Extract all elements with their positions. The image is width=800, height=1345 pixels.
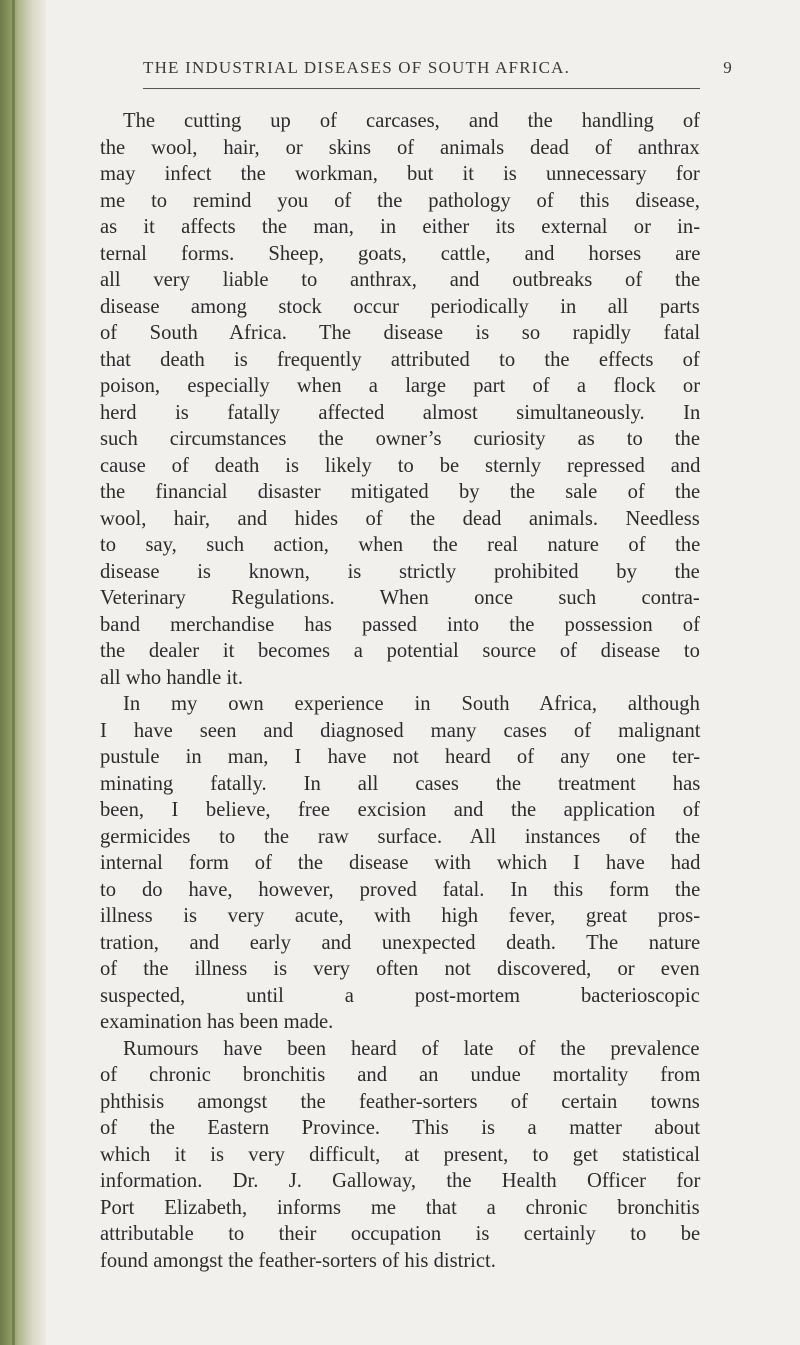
- text-line: cause of death is likely to be sternly repressed and: [100, 454, 701, 477]
- text-line: the financial disaster mitigated by the sale of the: [100, 481, 701, 503]
- text-line: been, I believe, free excision and the application of: [100, 799, 700, 821]
- spine-edge-line: [12, 0, 15, 1345]
- text-line: to say, such action, when the real nature of the: [100, 534, 701, 556]
- text-line: I have seen and diagnosed many cases of malignant: [100, 719, 701, 742]
- running-header: [143, 58, 733, 86]
- text-line: of the illness is very often not discovered, or even: [100, 958, 700, 980]
- text-line: internal form of the disease with which I have had: [100, 852, 701, 874]
- text-line: that death is frequently attributed to the effects of: [100, 348, 700, 371]
- text-line: of South Africa. The disease is so rapidly fatal: [100, 322, 701, 344]
- text-line: examination has been made.: [100, 1011, 334, 1033]
- text-line: band merchandise has passed into the possession of: [100, 613, 700, 636]
- text-line: germicides to the raw surface. All instances of the: [100, 825, 701, 848]
- text-line: phthisis amongst the feather-sorters of certain towns: [100, 1090, 700, 1113]
- text-line: found amongst the feather-sorters of his district.: [100, 1249, 496, 1272]
- text-line: pustule in man, I have not heard of any one ter-: [100, 746, 701, 768]
- text-line: which it is very difficult, at present, to get statistical: [100, 1143, 700, 1166]
- page-number: 9: [723, 58, 733, 77]
- text-line: In my own experience in South Africa, although: [123, 693, 700, 715]
- text-line: suspected, until a post-mortem bacterioscopic: [100, 984, 700, 1007]
- text-line: poison, especially when a large part of a flock or: [100, 375, 701, 397]
- text-line: disease is known, is strictly prohibited by the: [100, 560, 700, 583]
- text-line: the dealer it becomes a potential source of disease to: [100, 640, 700, 662]
- header-rule: [143, 88, 700, 89]
- text-line: all very liable to anthrax, and outbreaks of the: [100, 269, 701, 291]
- text-line: of chronic bronchitis and an undue mortality from: [100, 1064, 701, 1086]
- book-spine-shadow: [0, 0, 46, 1345]
- text-line: me to remind you of the pathology of this disease,: [100, 189, 700, 212]
- text-line: disease among stock occur periodically in all parts: [100, 295, 700, 318]
- text-line: such circumstances the owner’s curiosity as to the: [100, 428, 700, 450]
- text-line: Port Elizabeth, informs me that a chronic bronchitis: [100, 1196, 700, 1219]
- text-line: wool, hair, and hides of the dead animals. Needless: [100, 507, 700, 530]
- text-line: attributable to their occupation is certainly to be: [100, 1223, 701, 1245]
- text-line: herd is fatally affected almost simultaneously. In: [100, 401, 701, 424]
- text-line: Rumours have been heard of late of the prevalence: [123, 1037, 700, 1060]
- text-line: ternal forms. Sheep, goats, cattle, and horses are: [100, 242, 701, 265]
- text-line: Veterinary Regulations. When once such contra-: [100, 587, 700, 609]
- text-line: The cutting up of carcases, and the handling of: [123, 110, 701, 132]
- text-line: tration, and early and unexpected death. The nature: [100, 931, 701, 954]
- text-line: as it affects the man, in either its external or in-: [100, 216, 701, 238]
- text-line: all who handle it.: [100, 666, 243, 689]
- text-line: the wool, hair, or skins of animals dead of anthrax: [100, 136, 700, 159]
- text-line: of the Eastern Province. This is a matter about: [100, 1117, 701, 1139]
- text-line: minating fatally. In all cases the treatment has: [100, 772, 701, 795]
- text-line: illness is very acute, with high fever, great pros-: [100, 905, 701, 927]
- text-line: information. Dr. J. Galloway, the Health Officer for: [100, 1170, 701, 1192]
- text-line: may infect the workman, but it is unnecessary for: [100, 163, 700, 185]
- text-line: to do have, however, proved fatal. In this form the: [100, 878, 701, 901]
- running-title: THE INDUSTRIAL DISEASES OF SOUTH AFRICA.: [143, 58, 571, 77]
